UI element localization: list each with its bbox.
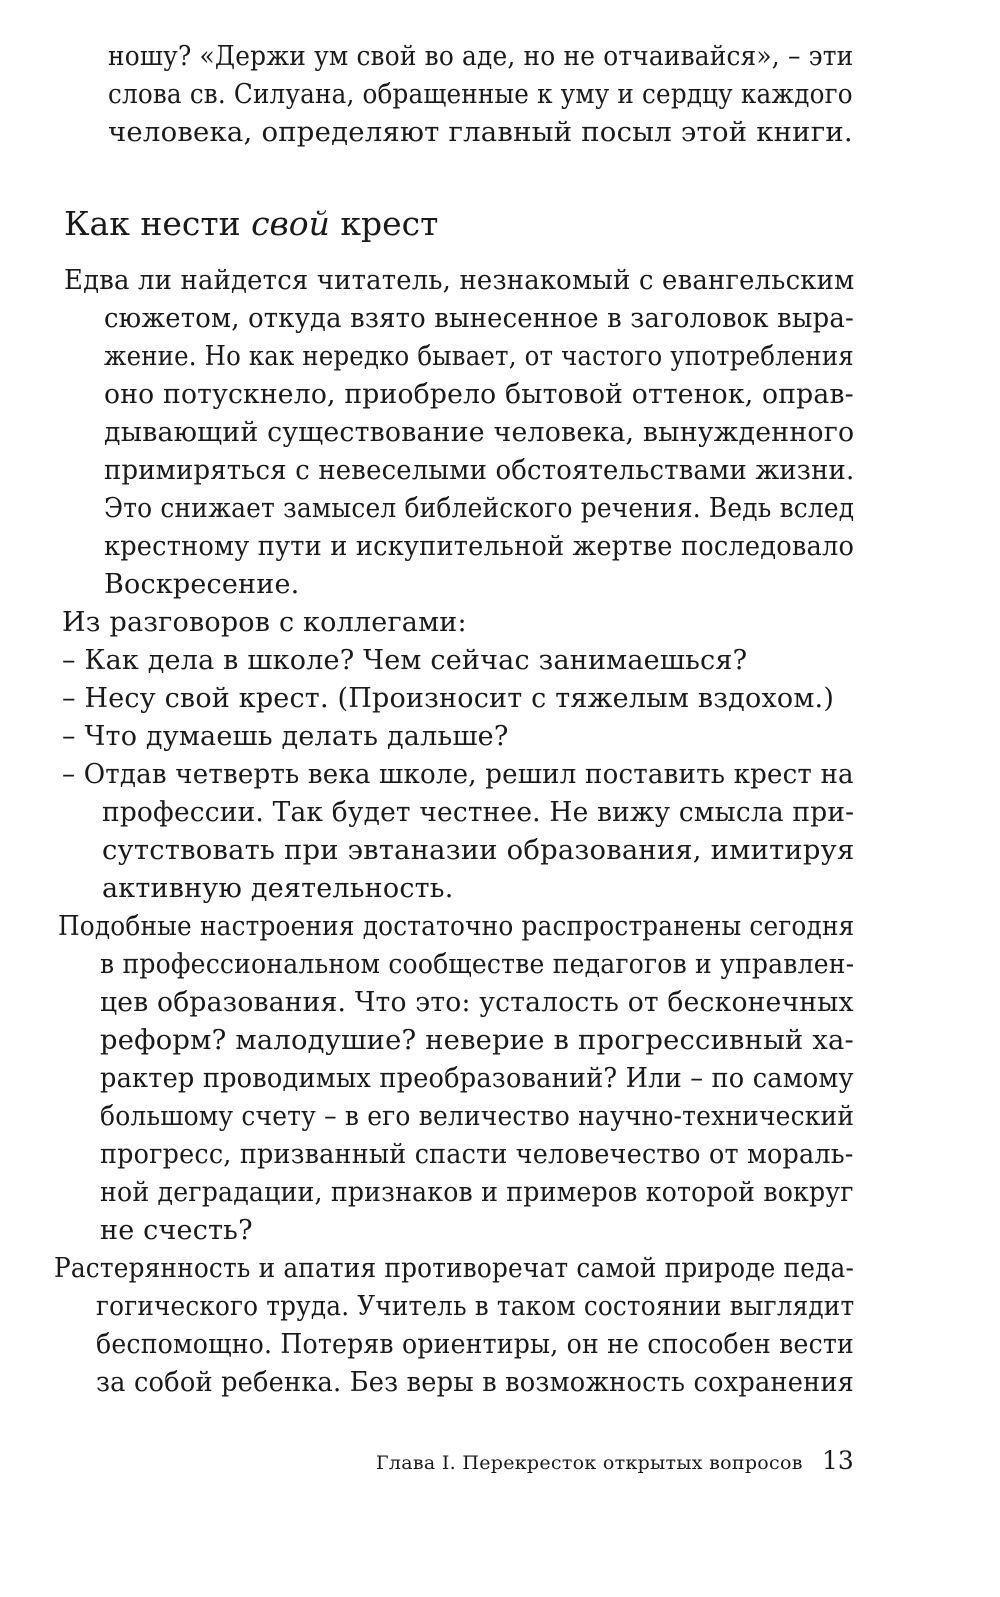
page-number: 13 [822, 1446, 854, 1475]
dialogue-line: – Как дела в школе? Чем сейчас занимаешься? [62, 645, 748, 676]
running-footer: Глава I. Перекресток открытых вопросов [376, 1452, 803, 1474]
text-line: жение. Но как нередко бывает, от частого употребления [104, 341, 854, 372]
section-heading [64, 202, 438, 246]
dialogue-line: – Несу свой крест. (Произносит с тяжелым вздохом.) [62, 683, 835, 714]
text-line: дывающий существование человека, вынужденного [104, 417, 855, 448]
text-line: гогического труда. Учитель в таком состоянии выглядит [96, 1291, 855, 1322]
text-line: Это снижает замысел библейского речения. Ведь вслед [104, 493, 855, 524]
text-line: Растерянность и апатия противоречат самой природе педа- [54, 1253, 855, 1284]
text-line: крестному пути и искупительной жертве последовало [104, 531, 855, 562]
text-line: сюжетом, откуда взято вынесенное в заголовок выра- [104, 303, 854, 334]
text-line: Из разговоров с коллегами: [62, 607, 467, 638]
text-line: за собой ребенка. Без веры в возможность сохранения [96, 1367, 855, 1398]
text-line: не счесть? [100, 1215, 253, 1246]
text-line: сутствовать при эвтаназии образования, имитируя [102, 835, 855, 866]
heading-text: крест [329, 204, 439, 243]
text-line: профессии. Так будет честнее. Не вижу смысла при- [102, 797, 855, 828]
dialogue-line: – Что думаешь делать дальше? [62, 721, 509, 752]
text-line: ношу? «Держи ум свой во аде, но не отчаивайся», – эти [108, 41, 854, 72]
text-line: слова св. Силуана, обращенные к уму и сердцу каждого [108, 79, 853, 110]
text-line: цев образования. Что это: усталость от бесконечных [100, 987, 854, 1018]
text-line: ной деградации, признаков и примеров которой вокруг [100, 1177, 854, 1208]
text-line: реформ? малодушие? неверие в прогрессивный ха- [100, 1025, 854, 1056]
text-line: Едва ли найдется читатель, незнакомый с евангельским [64, 265, 855, 296]
text-line: рактер проводимых преобразований? Или – по самому [100, 1063, 854, 1094]
text-line: в профессиональном сообществе педагогов и управлен- [100, 949, 855, 980]
text-line: Подобные настроения достаточно распространены сегодня [58, 911, 855, 942]
text-line: большому счету – в его величество научно-технический [100, 1101, 855, 1132]
text-line: примиряться с невеселыми обстоятельствами жизни. [104, 455, 855, 486]
dialogue-line: – Отдав четверть века школе, решил поставить крест на [62, 759, 854, 790]
heading-text: Как нести [64, 204, 252, 243]
text-line: активную деятельность. [102, 873, 454, 904]
text-line: Воскресение. [104, 569, 300, 600]
heading-italic-word: свой [251, 204, 330, 243]
text-line: беспомощно. Потеряв ориентиры, он не способен вести [96, 1329, 854, 1360]
text-line: прогресс, призванный спасти человечество от мораль- [100, 1139, 854, 1170]
text-line: оно потускнело, приобрело бытовой оттенок, оправ- [104, 379, 854, 410]
text-line: человека, определяют главный посыл этой книги. [108, 117, 853, 148]
